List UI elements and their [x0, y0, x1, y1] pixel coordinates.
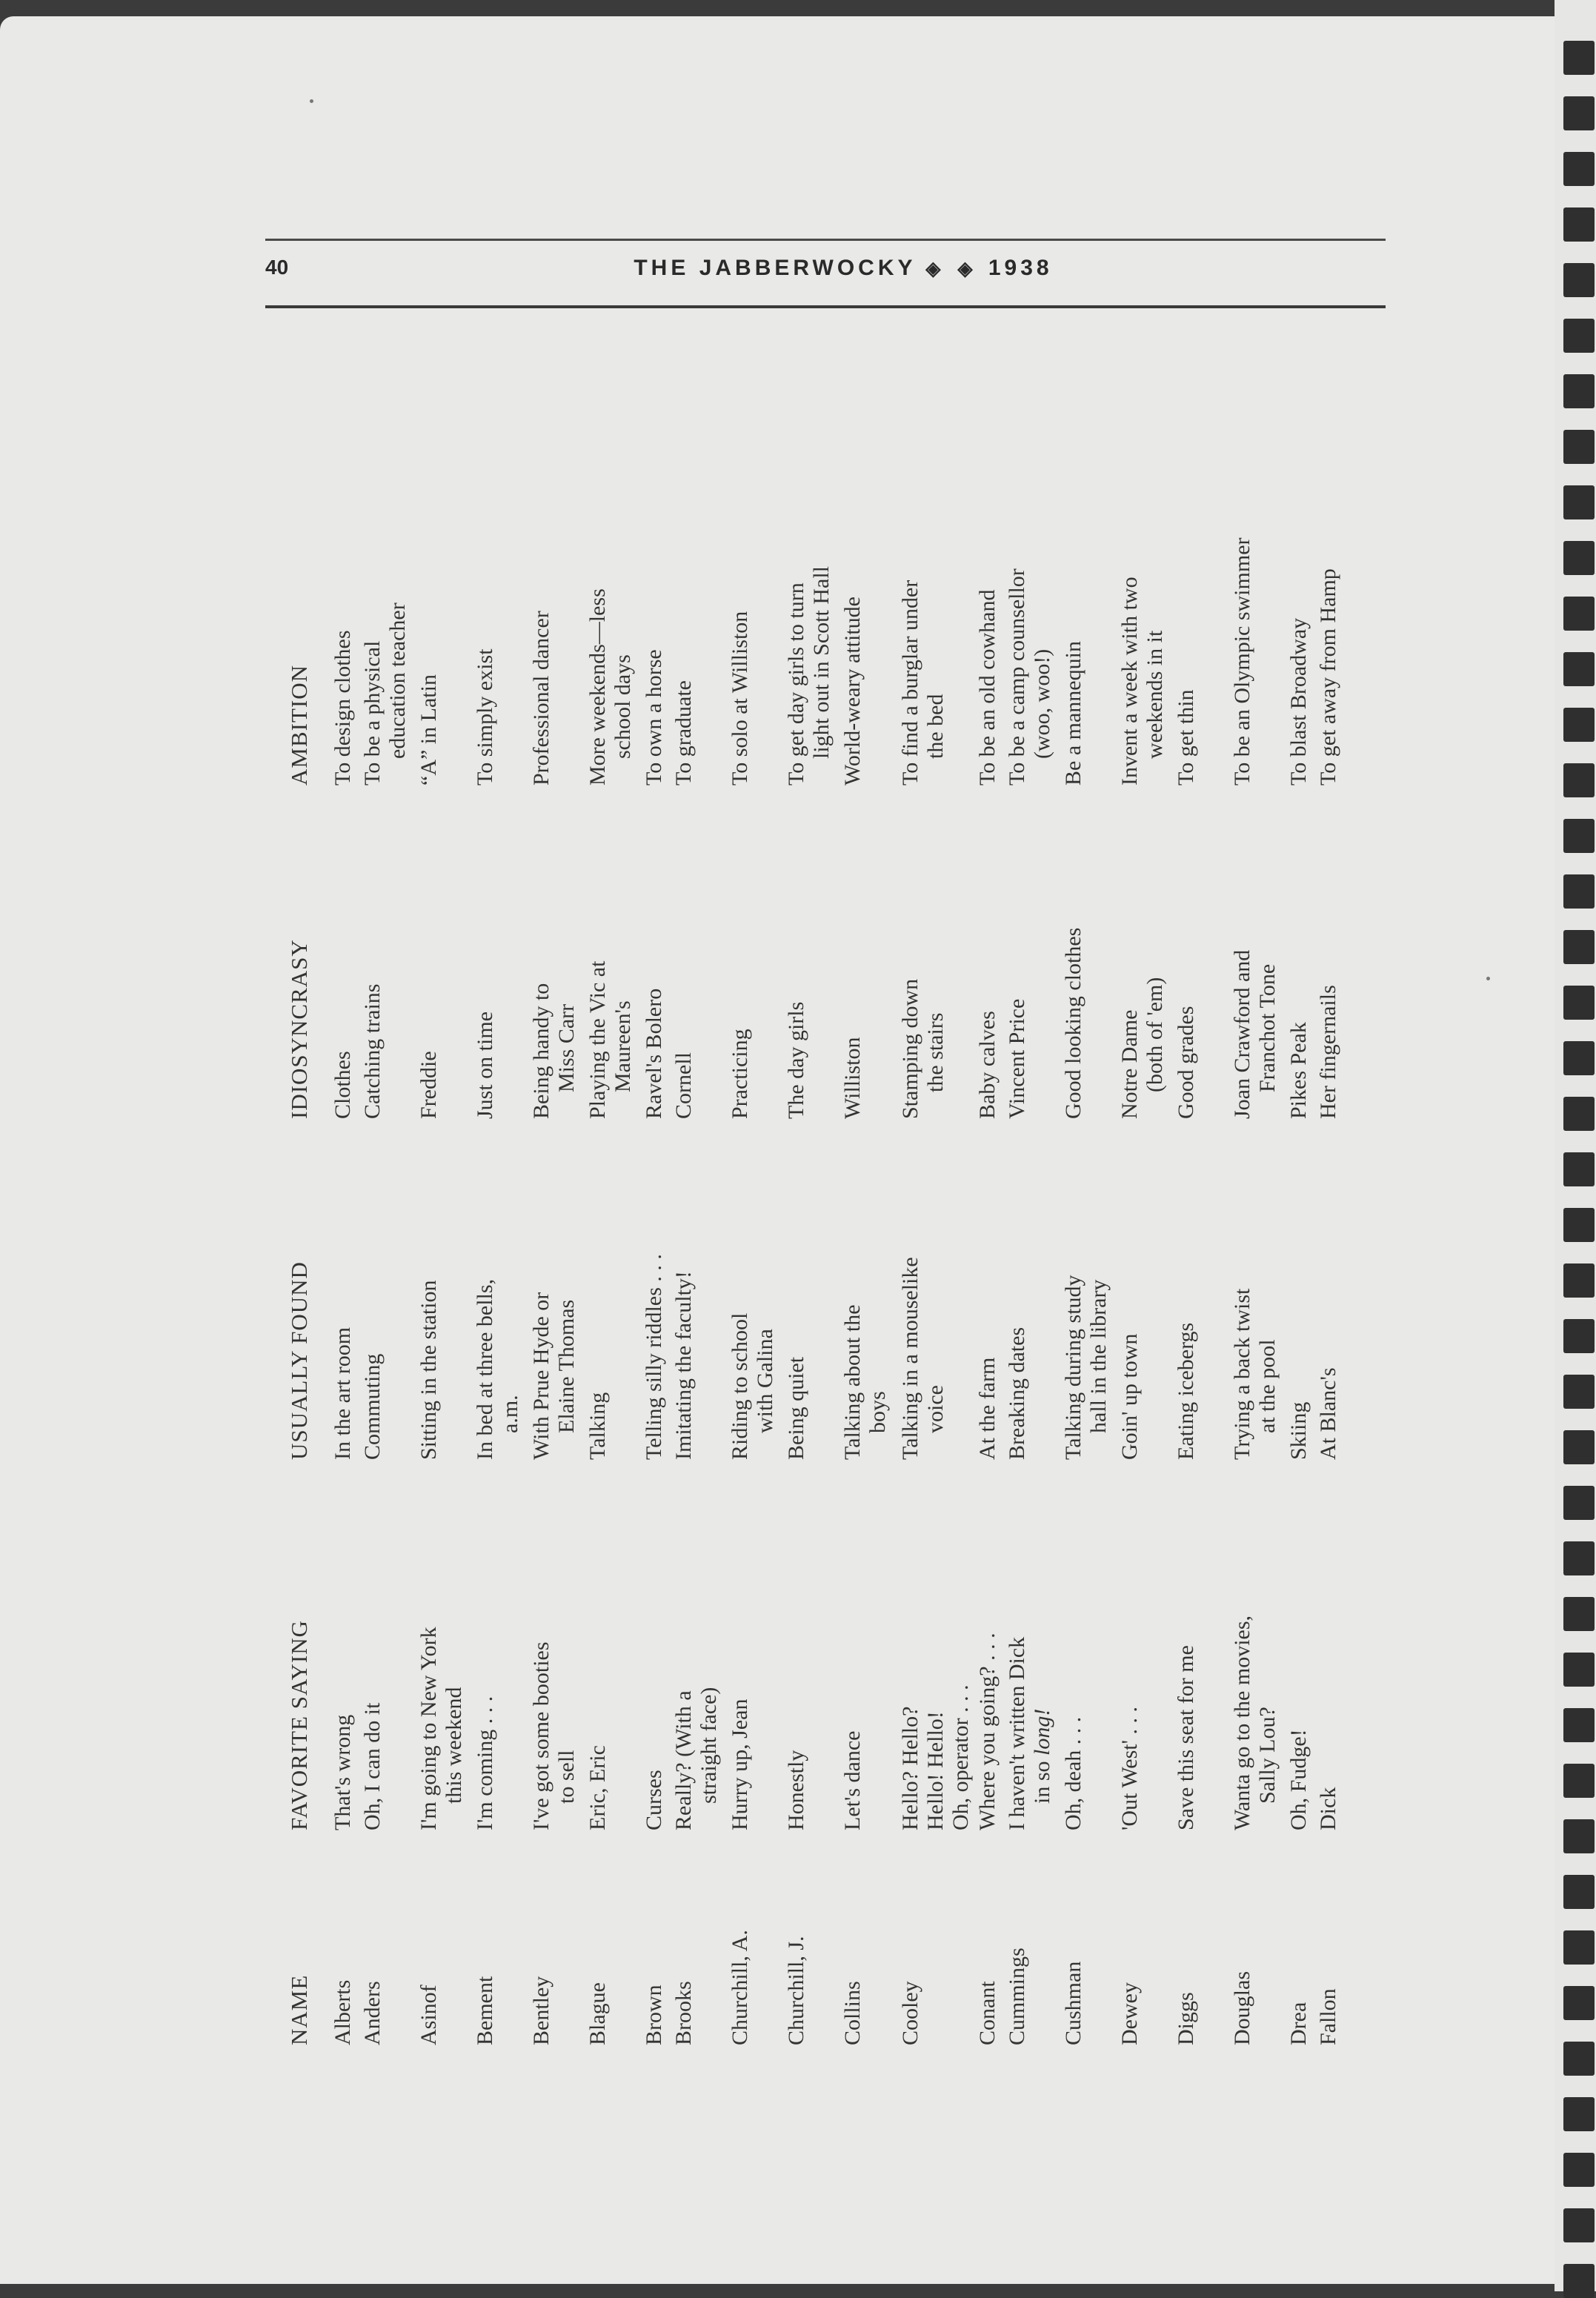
binding-tab: [1563, 152, 1595, 186]
ambition-line: weekends in it: [1143, 630, 1167, 759]
idiosyncrasy-cell: [671, 1052, 696, 1119]
ambition-line: Professional dancer: [529, 611, 553, 786]
binding-tab: [1563, 1319, 1595, 1353]
found-line: In the art room: [330, 1326, 355, 1460]
student-name: Churchill, A.: [728, 1930, 752, 2045]
saying-cell: [975, 1633, 1000, 1830]
binding-tab: [1563, 319, 1595, 353]
idiosyncrasy-line: Notre Dame: [1117, 1009, 1142, 1119]
saying-cell: [784, 1750, 809, 1830]
idiosyncrasy-cell: [784, 1002, 809, 1119]
idiosyncrasy-line: Being handy to: [529, 983, 553, 1119]
student-name: Asinof: [416, 1985, 441, 2045]
saying-line: Oh, I can do it: [360, 1702, 385, 1830]
ambition-cell: [1230, 538, 1255, 786]
student-name: Churchill, J.: [784, 1936, 808, 2045]
saying-cell: [1230, 1615, 1280, 1830]
saying-line: Let's dance: [840, 1730, 865, 1830]
binding-spine: [1555, 0, 1596, 2291]
column-header-found: USUALLY FOUND: [286, 1261, 312, 1460]
ambition-line: To graduate: [671, 680, 696, 786]
idiosyncrasy-line: Freddie: [416, 1051, 441, 1119]
found-line: Trying a back twist: [1230, 1288, 1254, 1460]
ambition-line: To be a physical: [360, 640, 385, 786]
saying-cell: [1061, 1717, 1086, 1830]
ambition-cell: [585, 588, 636, 786]
ambition-cell: [330, 630, 356, 786]
ambition-line: school days: [611, 654, 635, 759]
saying-line: Honestly: [784, 1750, 808, 1830]
student-name: Alberts: [330, 1979, 355, 2045]
saying-line: Oh, Fudge!: [1286, 1729, 1311, 1830]
saying-line: Sally Lou?: [1255, 1707, 1280, 1804]
ambition-cell: [1061, 641, 1086, 786]
idiosyncrasy-line: Just on time: [473, 1011, 497, 1119]
binding-tab: [1563, 1097, 1595, 1131]
found-cell: [1174, 1323, 1199, 1460]
binding-tab: [1563, 652, 1595, 686]
saying-cell: [360, 1703, 385, 1830]
found-cell: [728, 1313, 778, 1460]
running-title: [562, 256, 1125, 281]
ambition-line: World-weary attitude: [840, 597, 865, 786]
found-line: Imitating the faculty!: [671, 1271, 696, 1460]
ambition-line: To solo at Williston: [728, 611, 752, 786]
idiosyncrasy-cell: [1316, 985, 1341, 1119]
found-cell: [1230, 1289, 1280, 1460]
ambition-line: (woo, woo!): [1030, 648, 1054, 759]
paper-speck: [310, 99, 313, 103]
saying-cell: [728, 1699, 753, 1830]
student-name: Bentley: [529, 1976, 553, 2045]
found-line: Breaking dates: [1005, 1326, 1029, 1460]
found-cell: [784, 1357, 809, 1460]
idiosyncrasy-cell: [585, 961, 636, 1119]
paper-speck: [1486, 977, 1490, 980]
found-cell: [1286, 1402, 1311, 1460]
idiosyncrasy-cell: [642, 989, 667, 1119]
saying-line: I've got some booties: [529, 1641, 553, 1830]
binding-tab: [1563, 874, 1595, 909]
saying-cell: [330, 1715, 356, 1830]
student-name: Bement: [473, 1976, 497, 2045]
binding-tab: [1563, 2264, 1595, 2298]
column-header-name: NAME: [286, 1974, 312, 2045]
binding-tab: [1563, 1875, 1595, 1909]
found-line: At Blanc's: [1316, 1367, 1340, 1460]
saying-line: straight face): [696, 1687, 721, 1804]
found-line: Sitting in the station: [416, 1280, 441, 1460]
ambition-line: Invent a week with two: [1117, 577, 1142, 786]
binding-tab: [1563, 485, 1595, 519]
binding-tab: [1563, 1041, 1595, 1075]
binding-tab: [1563, 1986, 1595, 2020]
idiosyncrasy-line: Baby calves: [975, 1011, 1000, 1119]
saying-cell: [585, 1745, 611, 1830]
saying-line: That's wrong: [330, 1714, 355, 1830]
ambition-line: education teacher: [385, 602, 410, 759]
ambition-line: To get away from Hamp: [1316, 568, 1340, 786]
found-line: In bed at three bells,: [473, 1278, 497, 1460]
idiosyncrasy-line: Practicing: [728, 1029, 752, 1119]
idiosyncrasy-line: Her fingernails: [1316, 985, 1340, 1119]
idiosyncrasy-cell: [360, 984, 385, 1119]
saying-line: Oh, deah . . .: [1061, 1716, 1085, 1830]
idiosyncrasy-cell: [473, 1012, 498, 1119]
found-cell: [585, 1392, 611, 1460]
idiosyncrasy-cell: [1117, 977, 1168, 1119]
idiosyncrasy-cell: [840, 1037, 865, 1119]
saying-line: Really? (With a: [671, 1690, 696, 1830]
student-name: Collins: [840, 1981, 865, 2045]
idiosyncrasy-line: Pikes Peak: [1286, 1022, 1311, 1119]
saying-line: in so long!: [1030, 1708, 1054, 1804]
saying-cell: [671, 1687, 722, 1830]
ambition-cell: [840, 597, 865, 786]
publication-year: 1938: [988, 256, 1053, 280]
found-line: Elaine Thomas: [554, 1299, 579, 1433]
binding-tab: [1563, 708, 1595, 742]
found-cell: [330, 1327, 356, 1460]
ambition-cell: [642, 649, 667, 786]
found-line: Talking about the: [840, 1304, 865, 1460]
binding-tab: [1563, 2097, 1595, 2131]
binding-tab: [1563, 96, 1595, 130]
ambition-line: To get thin: [1174, 689, 1198, 786]
saying-cell: [1286, 1729, 1311, 1830]
publication-title: THE JABBERWOCKY: [634, 256, 916, 280]
student-name: Douglas: [1230, 1971, 1254, 2045]
found-line: hall in the library: [1086, 1279, 1111, 1433]
found-line: Riding to school: [728, 1312, 752, 1460]
senior-table: [286, 341, 1383, 2045]
ambition-line: To blast Broadway: [1286, 617, 1311, 786]
idiosyncrasy-cell: [330, 1051, 356, 1119]
binding-tab: [1563, 1375, 1595, 1409]
page-number: 40: [265, 256, 289, 279]
found-line: Talking: [585, 1392, 610, 1460]
idiosyncrasy-line: Joan Crawford and: [1230, 949, 1254, 1119]
ambition-line: To be a camp counsellor: [1005, 568, 1029, 786]
ambition-cell: [728, 611, 753, 786]
binding-tab: [1563, 1152, 1595, 1186]
ambition-line: light out in Scott Hall: [809, 566, 834, 759]
found-line: at the pool: [1255, 1339, 1280, 1433]
ambition-line: “A” in Latin: [416, 674, 441, 786]
found-line: Being quiet: [784, 1356, 808, 1460]
saying-cell: [1005, 1637, 1055, 1830]
found-line: a.m.: [498, 1395, 522, 1433]
ambition-line: More weekends—less: [585, 588, 610, 786]
ambition-line: To find a burglar under: [898, 580, 922, 786]
binding-tab: [1563, 1930, 1595, 1965]
found-cell: [671, 1271, 696, 1460]
saying-line: Curses: [642, 1770, 666, 1830]
ambition-cell: [975, 590, 1000, 786]
ambition-line: To simply exist: [473, 648, 497, 786]
idiosyncrasy-line: Good looking clothes: [1061, 927, 1085, 1119]
saying-cell: [840, 1730, 865, 1830]
idiosyncrasy-cell: [728, 1029, 753, 1119]
page-header: [265, 256, 1386, 293]
binding-tab: [1563, 2042, 1595, 2076]
ambition-cell: [360, 602, 410, 786]
binding-tab: [1563, 1653, 1595, 1687]
found-cell: [529, 1292, 579, 1460]
ambition-cell: [784, 566, 834, 786]
saying-line: Hurry up, Jean: [728, 1698, 752, 1830]
ambition-cell: [1174, 689, 1199, 786]
student-name: Blague: [585, 1982, 610, 2045]
idiosyncrasy-cell: [1005, 999, 1030, 1119]
saying-cell: [529, 1641, 579, 1830]
student-name: Dewey: [1117, 1982, 1142, 2045]
student-name: Brooks: [671, 1981, 696, 2045]
saying-line: Hello! Hello!: [923, 1711, 948, 1830]
idiosyncrasy-cell: [1230, 950, 1280, 1119]
saying-cell: [416, 1627, 467, 1830]
binding-tab: [1563, 430, 1595, 464]
student-name: Cummings: [1005, 1947, 1029, 2045]
found-line: At the farm: [975, 1357, 1000, 1460]
saying-cell: [898, 1684, 974, 1830]
found-cell: [1316, 1367, 1341, 1460]
found-line: Talking in a mouselike: [898, 1257, 922, 1460]
ambition-cell: [1316, 568, 1341, 786]
binding-tab: [1563, 819, 1595, 853]
saying-line: Eric, Eric: [585, 1745, 610, 1830]
saying-line: Wanta go to the movies,: [1230, 1615, 1254, 1830]
ambition-line: Be a mannequin: [1061, 641, 1085, 786]
found-line: Skiing: [1286, 1401, 1311, 1460]
column-header-ambition: AMBITION: [286, 665, 312, 786]
idiosyncrasy-cell: [416, 1051, 442, 1119]
binding-tab: [1563, 1819, 1595, 1853]
found-cell: [473, 1279, 523, 1460]
idiosyncrasy-cell: [898, 979, 948, 1119]
found-line: Commuting: [360, 1353, 385, 1460]
student-name: Cooley: [898, 1981, 922, 2045]
saying-line: 'Out West' . . .: [1117, 1706, 1142, 1830]
binding-tab: [1563, 1597, 1595, 1631]
idiosyncrasy-cell: [529, 983, 579, 1119]
found-line: Telling silly riddles . . .: [642, 1254, 666, 1460]
found-cell: [1005, 1327, 1030, 1460]
ambition-cell: [671, 680, 696, 786]
ambition-cell: [529, 611, 554, 786]
found-line: With Prue Hyde or: [529, 1292, 553, 1460]
idiosyncrasy-line: Ravel's Bolero: [642, 988, 666, 1119]
binding-tab: [1563, 597, 1595, 631]
idiosyncrasy-line: Catching trains: [360, 983, 385, 1119]
saying-line: I haven't written Dick: [1005, 1636, 1029, 1830]
binding-tab: [1563, 2208, 1595, 2242]
found-cell: [975, 1358, 1000, 1460]
saying-line: Save this seat for me: [1174, 1645, 1198, 1830]
binding-tab: [1563, 930, 1595, 964]
idiosyncrasy-line: the stairs: [923, 1012, 948, 1092]
binding-tab: [1563, 1708, 1595, 1742]
idiosyncrasy-cell: [975, 1011, 1000, 1119]
binding-tab: [1563, 1541, 1595, 1575]
binding-tab: [1563, 1263, 1595, 1298]
ambition-line: To own a horse: [642, 649, 666, 786]
saying-cell: [1117, 1707, 1143, 1830]
saying-line: Where you going? . . .: [975, 1633, 1000, 1830]
binding-tab: [1563, 2153, 1595, 2187]
idiosyncrasy-line: Miss Carr: [554, 1003, 579, 1092]
ambition-line: To design clothes: [330, 630, 355, 786]
idiosyncrasy-cell: [1174, 1006, 1199, 1119]
idiosyncrasy-line: Cornell: [671, 1052, 696, 1119]
idiosyncrasy-cell: [1286, 1022, 1311, 1119]
idiosyncrasy-line: The day girls: [784, 1001, 808, 1119]
found-line: voice: [923, 1385, 948, 1433]
idiosyncrasy-line: Stamping down: [898, 978, 922, 1119]
binding-tab: [1563, 207, 1595, 242]
idiosyncrasy-line: Franchot Tone: [1255, 963, 1280, 1092]
found-line: with Galina: [753, 1329, 777, 1433]
binding-tab: [1563, 374, 1595, 408]
column-header-saying: FAVORITE SAYING: [286, 1620, 312, 1830]
idiosyncrasy-line: Good grades: [1174, 1006, 1198, 1119]
saying-line: I'm going to New York: [416, 1627, 441, 1830]
saying-line: this weekend: [442, 1687, 466, 1804]
saying-cell: [473, 1696, 498, 1830]
student-name: Anders: [360, 1981, 385, 2045]
idiosyncrasy-cell: [1061, 928, 1086, 1119]
ambition-cell: [898, 580, 948, 786]
found-cell: [642, 1254, 667, 1460]
idiosyncrasy-line: Vincent Price: [1005, 998, 1029, 1119]
student-name: Cushman: [1061, 1961, 1085, 2045]
found-line: Goin' up town: [1117, 1333, 1142, 1460]
header-rule-bottom: [265, 305, 1386, 308]
saying-cell: [1174, 1645, 1199, 1830]
found-cell: [1117, 1334, 1143, 1460]
found-line: boys: [865, 1391, 890, 1433]
ambition-cell: [1286, 618, 1311, 786]
idiosyncrasy-line: Williston: [840, 1037, 865, 1119]
saying-line: to sell: [554, 1750, 579, 1804]
student-name: Fallon: [1316, 1988, 1340, 2045]
found-line: Eating icebergs: [1174, 1322, 1198, 1460]
ambition-cell: [473, 648, 498, 786]
binding-tab: [1563, 1486, 1595, 1520]
ornament-icon: ◈ ◈: [925, 257, 979, 279]
binding-tab: [1563, 541, 1595, 575]
ambition-cell: [416, 674, 442, 786]
student-name: Conant: [975, 1981, 1000, 2045]
ambition-line: To get day girls to turn: [784, 582, 808, 786]
idiosyncrasy-line: Clothes: [330, 1051, 355, 1119]
student-name: Brown: [642, 1985, 666, 2045]
idiosyncrasy-line: (both of 'em): [1143, 977, 1167, 1092]
found-cell: [1061, 1275, 1111, 1460]
column-header-idiosyncrasy: IDIOSYNCRASY: [286, 939, 312, 1119]
found-cell: [898, 1257, 948, 1460]
ambition-line: To be an Olympic swimmer: [1230, 537, 1254, 786]
found-cell: [360, 1354, 385, 1460]
ambition-line: the bed: [923, 694, 948, 759]
binding-tab: [1563, 1430, 1595, 1464]
saying-line: Oh, operator . . .: [948, 1684, 973, 1830]
saying-line: Hello? Hello?: [898, 1706, 922, 1830]
found-cell: [840, 1304, 891, 1460]
ambition-cell: [1117, 577, 1168, 786]
binding-tab: [1563, 41, 1595, 75]
binding-tab: [1563, 986, 1595, 1020]
ambition-cell: [1005, 568, 1055, 786]
found-cell: [416, 1280, 442, 1460]
found-line: Talking during study: [1061, 1275, 1085, 1460]
idiosyncrasy-line: Playing the Vic at: [585, 960, 610, 1119]
binding-tab: [1563, 763, 1595, 797]
binding-tab: [1563, 263, 1595, 297]
idiosyncrasy-line: Maureen's: [611, 1000, 635, 1092]
student-name: Diggs: [1174, 1992, 1198, 2045]
saying-line: I'm coming . . .: [473, 1696, 497, 1830]
ambition-line: To be an old cowhand: [975, 589, 1000, 786]
header-rule-top: [265, 239, 1386, 241]
binding-tab: [1563, 1764, 1595, 1798]
saying-line: Dick: [1316, 1787, 1340, 1830]
saying-cell: [1316, 1787, 1341, 1830]
student-name: Drea: [1286, 2002, 1311, 2045]
binding-tab: [1563, 1208, 1595, 1242]
saying-cell: [642, 1770, 667, 1830]
